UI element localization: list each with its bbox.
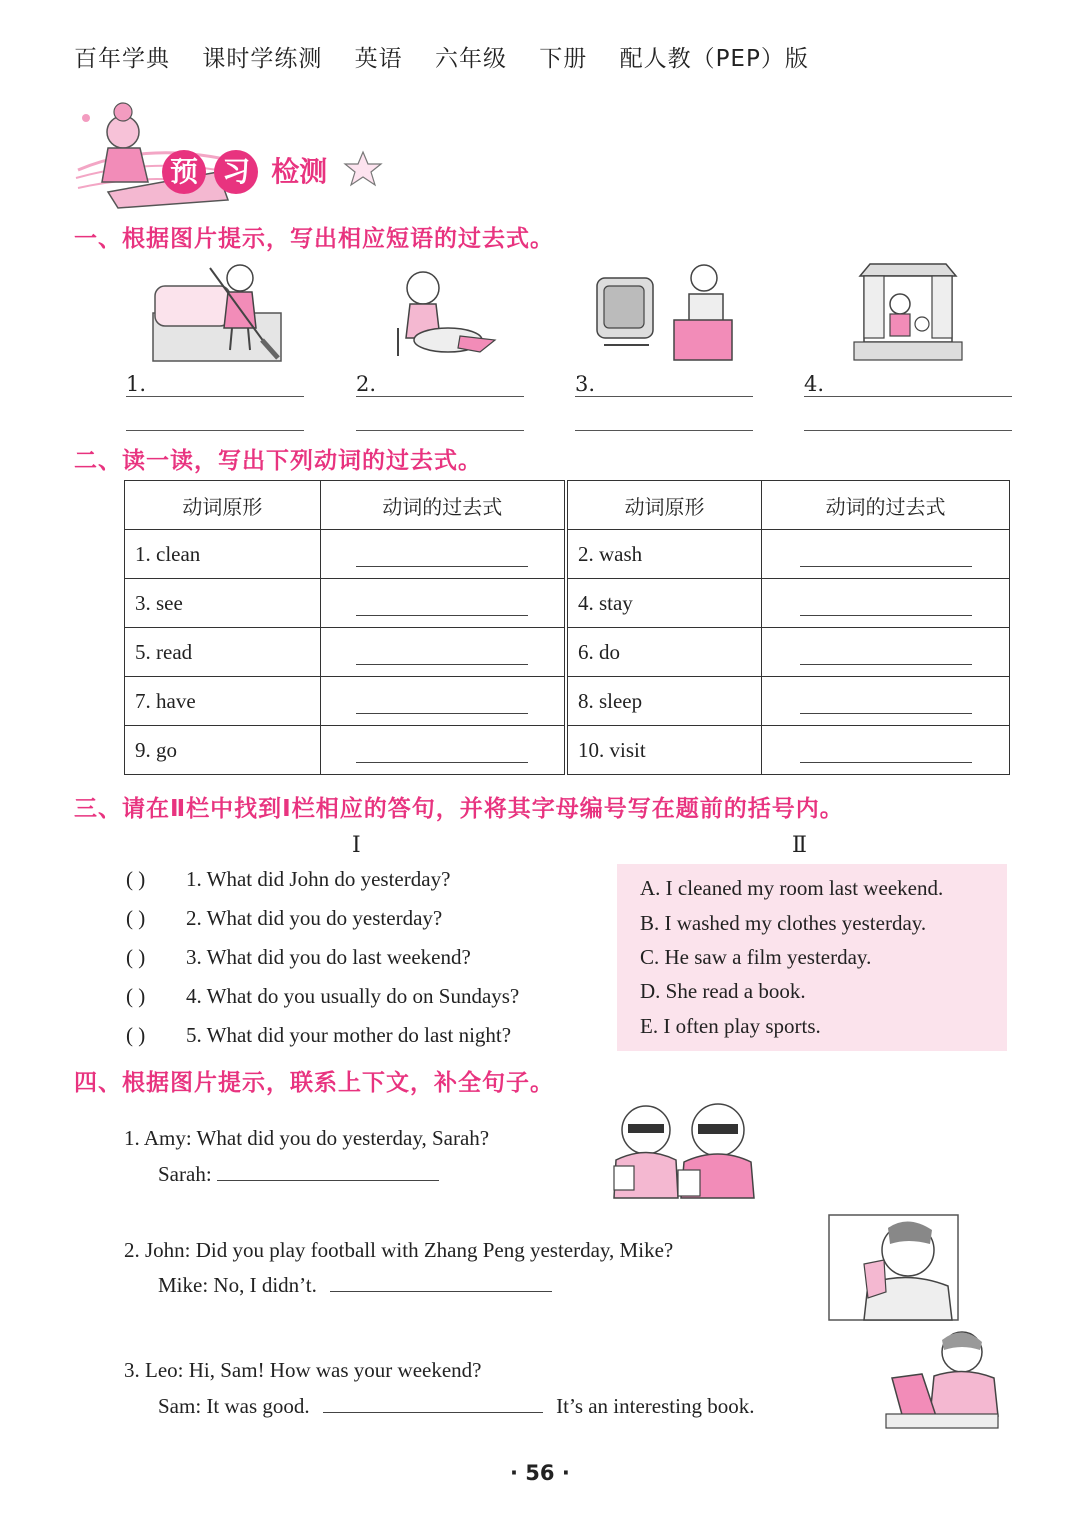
banner-char-1: 预 — [162, 150, 206, 194]
header-base-form-2: 动词原形 — [566, 481, 762, 530]
answer-cell[interactable] — [762, 579, 1010, 628]
answer-d: D. She read a book. — [640, 979, 806, 1003]
answer-parenthesis[interactable]: ( ) — [126, 906, 146, 930]
verb-cell: 4. stay — [566, 579, 762, 628]
verb-cell: 1. clean — [125, 530, 321, 579]
question-5 — [126, 1023, 511, 1048]
dialog-3-question: 3. Leo: Hi, Sam! How was your weekend? — [124, 1358, 482, 1382]
answer-cell[interactable] — [320, 579, 566, 628]
column-1-label: Ⅰ — [352, 832, 361, 857]
s1-item-3-label: 3. — [575, 372, 596, 396]
s1-blank-3b[interactable] — [575, 430, 753, 431]
s1-blank-4a[interactable] — [804, 396, 1012, 397]
s1-blank-1a[interactable] — [126, 396, 304, 397]
answer-suffix: It’s an interesting book. — [556, 1394, 755, 1418]
s1-blank-2a[interactable] — [356, 396, 524, 397]
answer-parenthesis[interactable]: ( ) — [126, 1023, 146, 1047]
page-header — [74, 40, 833, 73]
answer-prefix: Sam: It was good. — [158, 1394, 310, 1418]
page-number: · 56 · — [510, 1461, 570, 1485]
dialog-2-answer — [158, 1272, 552, 1298]
header-grade: 六年级 — [434, 46, 507, 72]
answer-c: C. He saw a film yesterday. — [640, 945, 872, 969]
verb-cell: 9. go — [125, 726, 321, 775]
washing-picture — [380, 268, 500, 360]
question-4 — [126, 984, 519, 1009]
question-text: 1. What did John do yesterday? — [186, 867, 451, 891]
table-row — [125, 530, 1010, 579]
s1-item-1-label: 1. — [126, 372, 147, 396]
s1-blank-1b[interactable] — [126, 430, 304, 431]
section-1-title: 一、根据图片提示，写出相应短语的过去式。 — [74, 226, 554, 252]
window-picture — [852, 262, 964, 362]
dialog-1-answer — [158, 1161, 439, 1187]
sick-boy-picture — [828, 1214, 959, 1321]
s1-blank-2b[interactable] — [356, 430, 524, 431]
section-4-title: 四、根据图片提示，联系上下文，补全句子。 — [74, 1070, 554, 1096]
answer-cell[interactable] — [762, 677, 1010, 726]
banner-char-rest: 检测 — [271, 155, 328, 188]
table-header-row — [125, 481, 1010, 530]
header-past-form-1: 动词的过去式 — [320, 481, 566, 530]
verb-cell: 10. visit — [566, 726, 762, 775]
speaker-label: Sarah: — [158, 1162, 212, 1186]
answer-cell[interactable] — [762, 530, 1010, 579]
header-subject: 英语 — [354, 46, 403, 72]
header-term: 下册 — [539, 46, 588, 72]
answer-prefix: Mike: No, I didn’t. — [158, 1273, 317, 1297]
header-brand: 百年学典 — [74, 46, 170, 72]
section-3-title: 三、请在Ⅱ栏中找到Ⅰ栏相应的答句，并将其字母编号写在题前的括号内。 — [74, 796, 844, 822]
column-2-label: Ⅱ — [792, 832, 807, 857]
dialog-2-question: 2. John: Did you play football with Zhang Peng yesterday, Mike? — [124, 1238, 674, 1262]
answer-parenthesis[interactable]: ( ) — [126, 984, 146, 1008]
verb-table — [124, 480, 1010, 775]
verb-cell: 5. read — [125, 628, 321, 677]
banner-title — [162, 150, 327, 194]
answer-a: A. I cleaned my room last weekend. — [640, 876, 944, 900]
answer-e: E. I often play sports. — [640, 1014, 821, 1038]
answer-parenthesis[interactable]: ( ) — [126, 867, 146, 891]
s1-blank-4b[interactable] — [804, 430, 1012, 431]
movie-picture — [606, 1100, 756, 1200]
reading-picture — [884, 1326, 1004, 1430]
table-row — [125, 628, 1010, 677]
table-row — [125, 579, 1010, 628]
watching-tv-picture — [594, 260, 736, 365]
answer-cell[interactable] — [762, 726, 1010, 775]
header-past-form-2: 动词的过去式 — [762, 481, 1010, 530]
answer-blank[interactable] — [323, 1393, 543, 1413]
question-text: 5. What did your mother do last night? — [186, 1023, 512, 1047]
dialog-1-question: 1. Amy: What did you do yesterday, Sarah? — [124, 1126, 490, 1150]
question-text: 4. What do you usually do on Sundays? — [186, 984, 520, 1008]
answer-blank[interactable] — [217, 1161, 439, 1181]
sweeping-picture — [150, 258, 285, 366]
answer-cell[interactable] — [320, 530, 566, 579]
s1-item-2-label: 2. — [356, 372, 377, 396]
question-3 — [126, 945, 471, 970]
verb-cell: 6. do — [566, 628, 762, 677]
question-2 — [126, 906, 442, 931]
answer-parenthesis[interactable]: ( ) — [126, 945, 146, 969]
table-row — [125, 677, 1010, 726]
verb-cell: 7. have — [125, 677, 321, 726]
header-edition: 配人教（PEP）版 — [619, 46, 809, 72]
table-row — [125, 726, 1010, 775]
answer-blank[interactable] — [330, 1272, 552, 1292]
verb-cell: 3. see — [125, 579, 321, 628]
header-series: 课时学练测 — [202, 46, 323, 72]
section-2-title: 二、读一读，写出下列动词的过去式。 — [74, 448, 482, 474]
dialog-3-answer — [158, 1393, 754, 1419]
question-text: 2. What did you do yesterday? — [186, 906, 443, 930]
banner-char-2: 习 — [214, 150, 258, 194]
answer-b: B. I washed my clothes yesterday. — [640, 911, 927, 935]
header-base-form-1: 动词原形 — [125, 481, 321, 530]
s1-blank-3a[interactable] — [575, 396, 753, 397]
verb-cell: 8. sleep — [566, 677, 762, 726]
answer-cell[interactable] — [320, 726, 566, 775]
question-1 — [126, 867, 450, 892]
verb-cell: 2. wash — [566, 530, 762, 579]
s1-item-4-label: 4. — [804, 372, 825, 396]
question-text: 3. What did you do last weekend? — [186, 945, 471, 969]
answer-cell[interactable] — [320, 628, 566, 677]
answer-cell[interactable] — [320, 677, 566, 726]
answer-cell[interactable] — [762, 628, 1010, 677]
